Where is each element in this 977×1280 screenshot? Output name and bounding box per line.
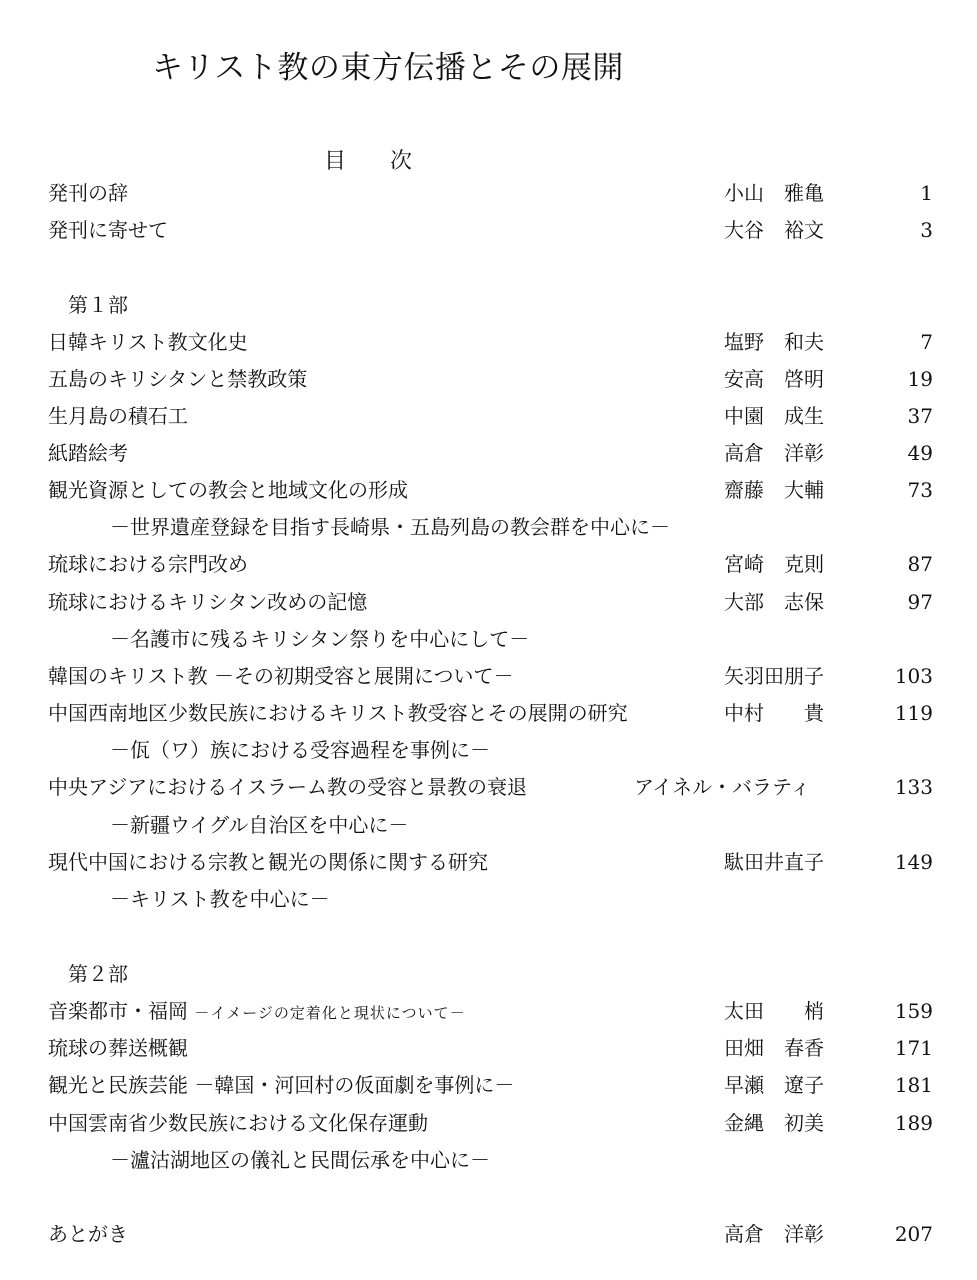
entry-title xyxy=(48,996,466,1028)
toc-entry xyxy=(0,215,977,245)
part-heading: 第１部 xyxy=(68,293,128,317)
entry-title: 発刊に寄せて xyxy=(48,218,168,242)
toc-entry xyxy=(0,772,977,802)
entry-page: 149 xyxy=(894,850,933,874)
entry-page: 97 xyxy=(907,590,933,614)
toc-entry xyxy=(0,475,977,505)
toc-entry xyxy=(0,661,977,691)
entry-page: 1 xyxy=(920,181,933,205)
entry-page: 3 xyxy=(920,218,933,242)
entry-page: 171 xyxy=(894,1036,933,1060)
toc-entry xyxy=(0,1070,977,1100)
entry-author: 安高 啓明 xyxy=(724,367,824,391)
entry-author: 大谷 裕文 xyxy=(724,218,824,242)
entry-author: 齋藤 大輔 xyxy=(724,478,824,502)
entry-title: 中央アジアにおけるイスラーム教の受容と景教の衰退 xyxy=(48,775,527,799)
entry-title: 五島のキリシタンと禁教政策 xyxy=(48,367,308,391)
entry-author: 大部 志保 xyxy=(724,590,824,614)
toc-entry xyxy=(0,1108,977,1138)
entry-page: 37 xyxy=(907,404,933,428)
entry-page: 87 xyxy=(907,552,933,576)
entry-author: 中村 貴 xyxy=(724,701,824,725)
toc-entry xyxy=(0,1219,977,1249)
entry-page: 133 xyxy=(894,775,933,799)
entry-subtitle: －名護市に残るキリシタン祭りを中心にして－ xyxy=(110,627,530,651)
entry-page: 207 xyxy=(894,1222,933,1246)
entry-page: 73 xyxy=(907,478,933,502)
entry-subtitle: －キリスト教を中心に－ xyxy=(110,887,330,911)
entry-author: 早瀬 遼子 xyxy=(724,1073,824,1097)
entry-page: 19 xyxy=(907,367,933,391)
entry-page: 49 xyxy=(907,441,933,465)
entry-title: 琉球における宗門改め xyxy=(48,552,248,576)
entry-author: 中園 成生 xyxy=(724,404,824,428)
toc-entry xyxy=(0,438,977,468)
entry-title: 中国雲南省少数民族における文化保存運動 xyxy=(48,1111,428,1135)
entry-page: 7 xyxy=(920,330,933,354)
entry-title: 琉球の葬送概観 xyxy=(48,1036,188,1060)
entry-title-main: 音楽都市・福岡 xyxy=(48,999,188,1023)
entry-title: 観光と民族芸能 －韓国・河回村の仮面劇を事例に－ xyxy=(48,1073,515,1097)
toc-entry xyxy=(0,178,977,208)
toc-entry xyxy=(0,847,977,877)
entry-author: 矢羽田朋子 xyxy=(724,664,824,688)
entry-title: 生月島の積石工 xyxy=(48,404,188,428)
entry-author: 高倉 洋彰 xyxy=(724,1222,824,1246)
entry-author: 高倉 洋彰 xyxy=(724,441,824,465)
entry-author: アイネル・バラティ xyxy=(634,775,811,799)
entry-title: あとがき xyxy=(48,1222,128,1246)
toc-entry xyxy=(0,1033,977,1063)
entry-author: 太田 梢 xyxy=(724,999,824,1023)
entry-page: 181 xyxy=(894,1073,933,1097)
entry-page: 119 xyxy=(894,701,933,725)
toc-entry xyxy=(0,996,977,1026)
toc-entry xyxy=(0,364,977,394)
entry-title: 琉球におけるキリシタン改めの記憶 xyxy=(48,590,368,614)
toc-entry xyxy=(0,698,977,728)
entry-title: 発刊の辞 xyxy=(48,181,128,205)
entry-page: 103 xyxy=(894,664,933,688)
toc-entry xyxy=(0,327,977,357)
entry-author: 小山 雅亀 xyxy=(724,181,824,205)
toc-entry xyxy=(0,549,977,579)
entry-title: 韓国のキリスト教 －その初期受容と展開について－ xyxy=(48,664,514,688)
entry-page: 189 xyxy=(894,1111,933,1135)
toc-entry xyxy=(0,401,977,431)
book-title: キリスト教の東方伝播とその展開 xyxy=(152,50,624,86)
toc-entry xyxy=(0,587,977,617)
part-heading: 第２部 xyxy=(68,962,128,986)
entry-title-sub: －イメージの定着化と現状について－ xyxy=(194,1004,466,1022)
entry-author: 田畑 春香 xyxy=(724,1036,824,1060)
entry-subtitle: －新疆ウイグル自治区を中心に－ xyxy=(110,813,409,837)
entry-author: 駄田井直子 xyxy=(724,850,824,874)
entry-subtitle: －世界遺産登録を目指す長崎県・五島列島の教会群を中心に－ xyxy=(110,515,670,539)
entry-title: 中国西南地区少数民族におけるキリスト教受容とその展開の研究 xyxy=(48,701,628,725)
entry-title: 日韓キリスト教文化史 xyxy=(48,330,248,354)
entry-author: 金縄 初美 xyxy=(724,1111,824,1135)
entry-author: 塩野 和夫 xyxy=(724,330,824,354)
entry-title: 現代中国における宗教と観光の関係に関する研究 xyxy=(48,850,488,874)
entry-title: 観光資源としての教会と地域文化の形成 xyxy=(48,478,408,502)
entry-subtitle: －瀘沽湖地区の儀礼と民間伝承を中心に－ xyxy=(110,1148,490,1172)
entry-title: 紙踏絵考 xyxy=(48,441,128,465)
toc-heading: 目次 xyxy=(324,149,457,174)
entry-author: 宮崎 克則 xyxy=(724,552,824,576)
entry-subtitle: －佤（ワ）族における受容過程を事例に－ xyxy=(110,738,490,762)
entry-page: 159 xyxy=(894,999,933,1023)
